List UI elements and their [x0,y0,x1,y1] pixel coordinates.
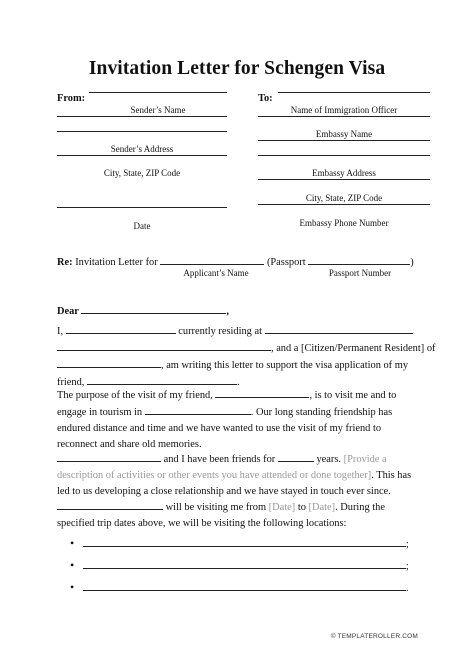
friend-name-field-3[interactable] [57,451,161,462]
document-title: Invitation Letter for Schengen Visa [88,58,386,79]
passport-number-caption: Passport Number [328,268,392,278]
friend-name-field-4[interactable] [57,499,163,510]
bullet-item-3 [70,580,408,595]
paragraph-3 [57,451,417,500]
bullet-end-2: ; [405,561,409,572]
sender-address-line-2[interactable] [57,131,227,132]
sender-name-field[interactable] [89,92,227,93]
embassy-name-field[interactable] [258,116,430,117]
date-caption: Date [133,221,151,231]
inviter-name-field[interactable] [66,323,176,334]
inviter-address-field[interactable] [265,323,413,334]
p2-line-2: engage in tourism in . Our long standing friendship has [57,404,392,421]
footer-copyright: © TEMPLATEROLLER.COM [330,633,418,640]
embassy-name-caption: Embassy Name [315,129,373,139]
recipient-name-field[interactable] [81,303,226,314]
bullet-end-1: ; [405,539,409,550]
sender-name-caption: Sender’s Name [130,105,186,115]
p3-line-2: description of activities or other events you have attended or done together]. This has [57,470,412,481]
country-field-2[interactable] [145,404,251,415]
passport-number-field[interactable] [308,254,410,265]
bullet-icon: • [70,558,75,572]
friend-name-field-2[interactable] [215,387,309,398]
location-field-2[interactable] [83,558,406,569]
paragraph-2 [57,387,417,453]
embassy-phone-field[interactable] [258,204,430,205]
inviter-address-cont-field[interactable] [57,340,271,351]
p2-line-3: endured distance and time and we have wanted to use the visit of my friend to [57,423,382,434]
sender-city-caption: City, State, ZIP Code [103,168,181,178]
sender-city-field[interactable] [57,155,227,156]
re-line [57,254,414,269]
paragraph-4 [57,499,417,532]
bullet-item-2 [70,558,409,573]
country-field[interactable] [57,357,161,368]
sender-address-caption: Sender’s Address [110,144,174,154]
p2-line-1: The purpose of the visit of my friend, , is to visit me and to [57,387,396,404]
p1-line-3: , am writing this letter to support the visa application of my [57,357,408,374]
p1-line-4: friend, . [57,374,240,391]
location-field-3[interactable] [83,580,406,591]
p1-line-2: , and a [Citizen/Permanent Resident] of [57,340,435,357]
re-text: Invitation Letter for [75,257,158,268]
officer-name-field[interactable] [278,92,430,93]
officer-name-caption: Name of Immigration Officer [290,105,398,115]
p3-line-1: and I have been friends for years. [Provide a [57,451,387,468]
embassy-address-caption: Embassy Address [312,168,376,178]
to-label: To: [258,93,273,104]
dear-text: Dear [57,306,79,317]
p4-line-1: will be visiting me from [Date] to [Date]. During the [57,499,385,516]
friend-name-field-1[interactable] [87,374,237,385]
re-close-paren: ) [410,257,414,268]
p2-line-4: reconnect and share old memories. [57,439,202,450]
bullet-end-3: . [405,583,409,594]
applicant-name-field[interactable] [160,254,264,265]
salutation [57,303,229,318]
re-label: Re: [57,257,73,268]
p3-line-3: led to us developing a close relationship and we have stayed in touch ever since. [57,486,391,497]
years-field[interactable] [278,451,314,462]
bullet-icon: • [70,536,75,550]
sender-address-line-1[interactable] [57,116,227,117]
bullet-icon: • [70,580,75,594]
p1-i: I, currently residing at [57,323,413,340]
from-label: From: [57,93,86,104]
p4-line-2: specified trip dates above, we will be visiting the following locations: [57,518,347,529]
embassy-city-field[interactable] [258,179,430,180]
applicant-name-caption: Applicant’s Name [183,268,249,278]
date-field[interactable] [57,207,227,208]
embassy-address-line-1[interactable] [258,140,430,141]
embassy-address-line-2[interactable] [258,155,430,156]
re-passport-text: (Passport [266,257,306,268]
paragraph-1 [57,323,436,391]
embassy-phone-caption: Embassy Phone Number [299,218,389,228]
salutation-comma: , [226,306,229,317]
bullet-item-1 [70,536,409,551]
embassy-city-caption: City, State, ZIP Code [305,193,383,203]
location-field-1[interactable] [83,536,406,547]
